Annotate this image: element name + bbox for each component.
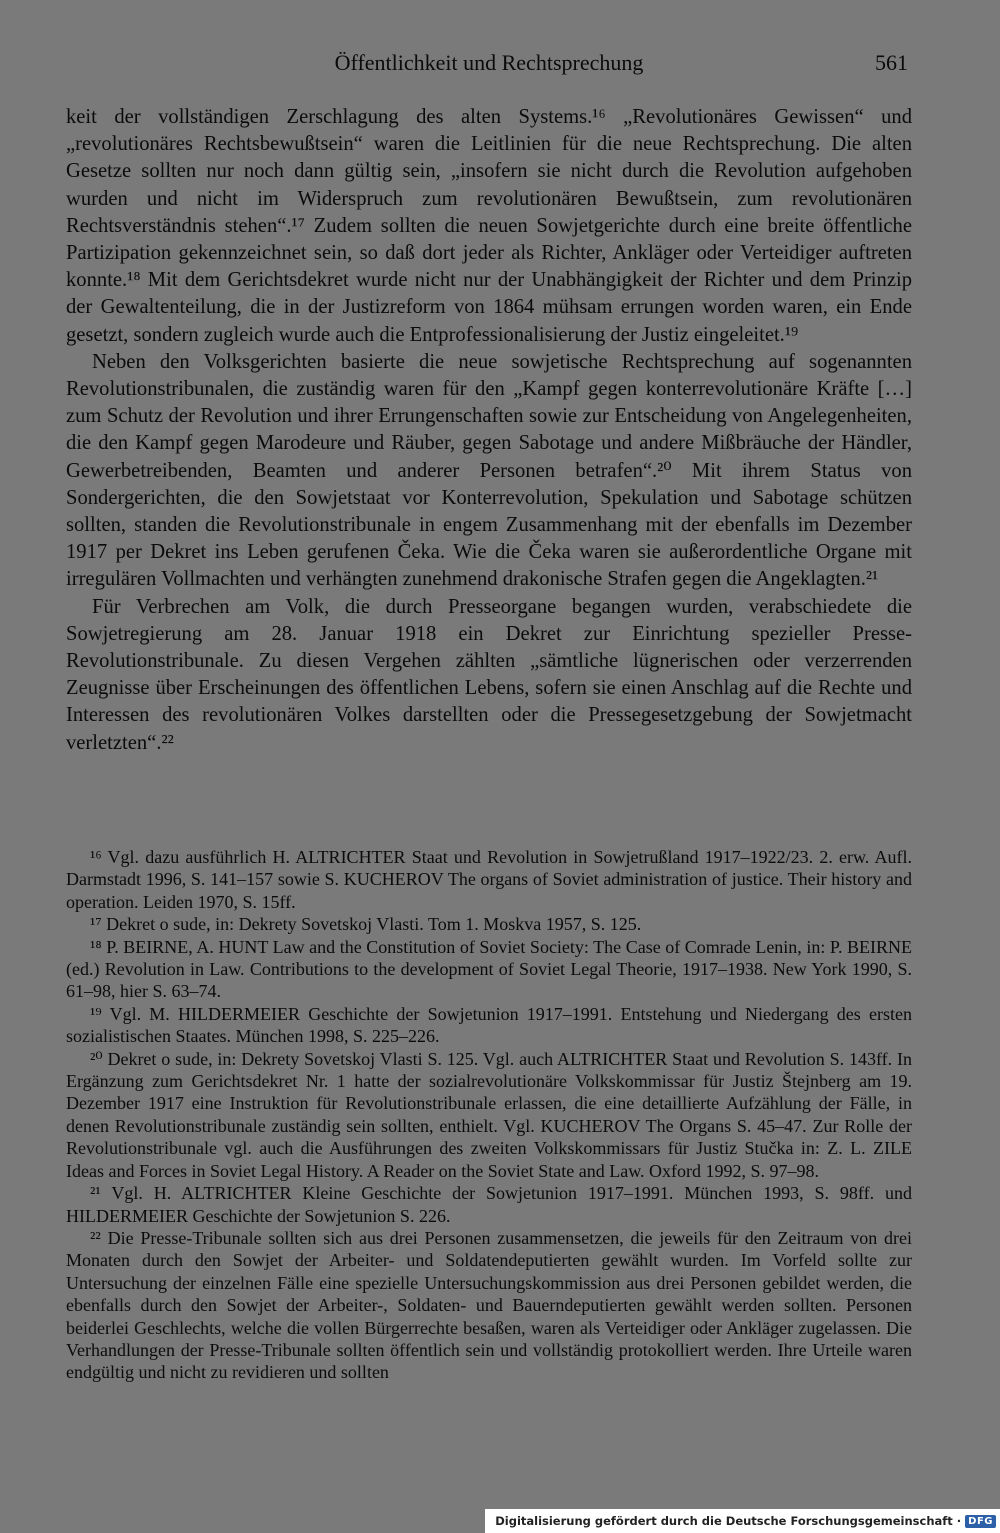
footnote-16: ¹⁶ Vgl. dazu ausführlich H. ALTRICHTER Staat und Revolution in Sowjetrußland 1917–1922/23. 2. erw. Aufl. Darmstadt 1996, S. 141–157 sowie S. KUCHEROV The organs of Soviet administration of justice. Their history and operation. Leiden 1970, S. 15ff. — [66, 847, 912, 912]
footnote-19: ¹⁹ Vgl. M. HILDERMEIER Geschichte der Sowjetunion 1917–1991. Entstehung und Niedergang des ersten sozialistischen Staates. München 1998, S. 225–226. — [66, 1003, 912, 1047]
page-header — [66, 48, 912, 80]
footnote-18: ¹⁸ P. BEIRNE, A. HUNT Law and the Constitution of Soviet Society: The Case of Comrade Lenin, in: P. BEIRNE (ed.) Revolution in Law. Contributions to the development of Soviet Legal Theorie, 1917–1938. New York 1990, S. 61–98, hier S. 63–74. — [66, 936, 912, 1002]
page-number: 561 — [875, 50, 908, 75]
footnote-17: ¹⁷ Dekret o sude, in: Dekrety Sovetskoj Vlasti. Tom 1. Moskva 1957, S. 125. — [90, 914, 642, 935]
footnote-20: ²⁰ Dekret o sude, in: Dekrety Sovetskoj Vlasti S. 125. Vgl. auch ALTRICHTER Staat und Revolution S. 143ff. In Ergänzung zum Gerichtsdekret Nr. 1 hatte der sozialrevolutionäre Volkskommissar für Justiz Štejnberg am 19. Dezember 1917 eine Instruktion für Revolutionstribunale erlassen, die eine detaillierte Aufzählung der Fälle, in denen Revolutionstribunale zuständig sein sollten, enthielt. Vgl. KUCHEROV The Organs S. 45–47. Zur Rolle der Revolutionstribunale vgl. auch die Ausführungen des zweiten Volkskommissars für Justiz Stučka in: Z. L. ZILE Ideas and Forces in Soviet Legal History. A Reader on the Soviet State and Law. Oxford 1992, S. 97–98. — [66, 1048, 912, 1181]
dfg-logo-icon: DFG — [965, 1515, 996, 1528]
main-text — [66, 104, 912, 757]
credit-text: Digitalisierung gefördert durch die Deutsche Forschungsgemeinschaft · — [495, 1514, 962, 1528]
body-paragraph-2: Neben den Volksgerichten basierte die neue sowjetische Rechtsprechung auf sogenannten Revolutionstribunalen, die zuständig waren für den „Kampf gegen konterrevolutionäre Kräfte […] zum Schutz der Revolution und ihrer Errungenschaften sowie zur Entscheidung von Angelegenheiten, die den Kampf gegen Marodeure und Räuber, gegen Sabotage und andere Mißbräuche der Händler, Gewerbetreibenden, Beamten und anderer Personen betrafen“.²⁰ Mit ihrem Status von Sondergerichten, die den Sowjetstaat vor Konterrevolution, Spekulation und Sabotage schützen sollten, standen die Revolutionstribunale in engem Zusammenhang mit der ebenfalls im Dezember 1917 per Dekret ins Leben gerufenen Čeka. Wie die Čeka waren sie außerordentliche Organe mit irregulären Vollmachten und verhängten zunehmend drakonische Strafen gegen die Angeklagten.²¹ — [66, 350, 912, 591]
footnote-22: ²² Die Presse-Tribunale sollten sich aus drei Personen zusammensetzen, die jeweils für den Zeitraum von drei Monaten durch den Sowjet der Arbeiter- und Soldatendeputierten gewählt wurden. Im Vorfeld sollte zur Untersuchung der einzelnen Fälle eine spezielle Untersuchungskommission aus drei Personen gebildet werden, die ebenfalls durch den Sowjet der Arbeiter-, Soldaten- und Bauerndeputierten gewählt werden sollten. Personen beiderlei Geschlechts, welche die vollen Bürgerrechte besaßen, waren als Verteidiger oder Ankläger zugelassen. Die Verhandlungen der Presse-Tribunale sollten öffentlich sein und vollständig protokolliert werden. Ihre Urteile waren endgültig und nicht zu revidieren und sollten — [66, 1227, 912, 1383]
body-paragraph-1: keit der vollständigen Zerschlagung des alten Systems.¹⁶ „Revolutionäres Gewissen“ und „revolutionäres Rechtsbewußtsein“ waren die Leitlinien für die neue Rechtsprechung. Die alten Gesetze sollten nur noch dann gültig sein, „insofern sie nicht durch die Revolution aufgehoben wurden und nicht im Widerspruch zum revolutionären Bewußtsein, zum revolutionären Rechtsverständnis stehen“.¹⁷ Zudem sollten die neuen Sowjetgerichte durch eine breite öffentliche Partizipation gekennzeichnet sein, so daß dort jeder als Richter, Ankläger oder Verteidiger auftreten konnte.¹⁸ Mit dem Gerichtsdekret wurde nicht nur der Unabhängigkeit der Richter und dem Prinzip der Gewaltenteilung, die in der Justizreform von 1864 mühsam errungen worden waren, ein Ende gesetzt, sondern zugleich wurde auch die Entprofessionalisierung der Justiz eingeleitet.¹⁹ — [66, 106, 912, 346]
body-paragraph-3: Für Verbrechen am Volk, die durch Presseorgane begangen wurden, verabschiedete die Sowjetregierung am 28. Januar 1918 ein Dekret zur Einrichtung spezieller Presse-Revolutionstribunale. Zu diesen Vergehen zählten „sämtliche lügnerischen oder verzerrenden Zeugnisse über Erscheinungen des öffentlichen Lebens, sofern sie einen Anschlag auf die Rechte und Interessen des revolutionären Volkes darstellten oder die Pressegesetzgebung der Sowjetmacht verletzten“.²² — [66, 595, 912, 754]
dfg-credit-bar — [485, 1509, 1000, 1533]
footnotes — [66, 846, 912, 1384]
running-title: Öffentlichkeit und Rechtsprechung — [334, 50, 644, 75]
footnote-21: ²¹ Vgl. H. ALTRICHTER Kleine Geschichte der Sowjetunion 1917–1991. München 1993, S. 98ff. und HILDERMEIER Geschichte der Sowjetunion S. 226. — [66, 1183, 912, 1226]
